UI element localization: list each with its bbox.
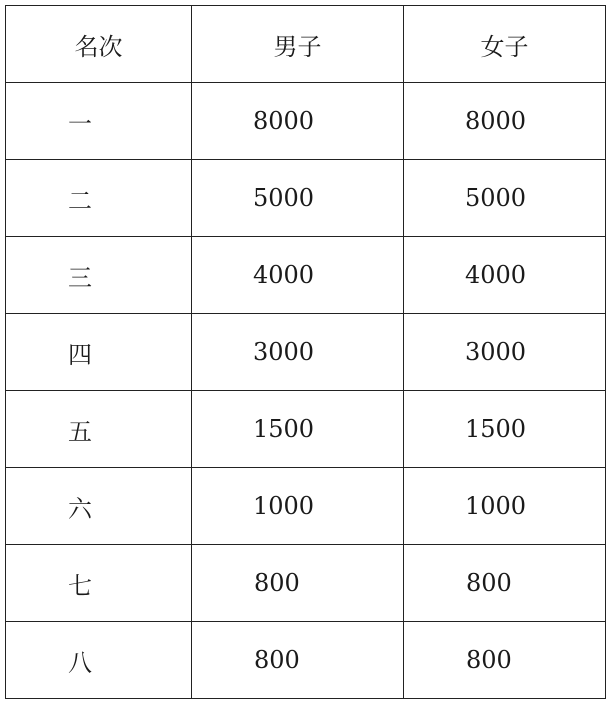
rank-cell: 七: [6, 545, 192, 622]
rank-cell: 三: [6, 237, 192, 314]
table-row: [6, 237, 606, 314]
table-row: [6, 468, 606, 545]
men-cell: 3000: [192, 314, 404, 391]
men-cell: 4000: [192, 237, 404, 314]
header-men: 男子: [192, 6, 404, 83]
rank-cell: 六: [6, 468, 192, 545]
header-rank: 名次: [6, 6, 192, 83]
table-row: [6, 314, 606, 391]
men-cell: 1500: [192, 391, 404, 468]
women-cell: 8000: [404, 83, 606, 160]
men-cell: 8000: [192, 83, 404, 160]
table-row: [6, 545, 606, 622]
prize-table: [5, 5, 606, 699]
women-cell: 5000: [404, 160, 606, 237]
rank-cell: 一: [6, 83, 192, 160]
men-cell: 800: [192, 545, 404, 622]
women-cell: 800: [404, 545, 606, 622]
prize-table-container: [5, 5, 605, 699]
table-row: [6, 160, 606, 237]
women-cell: 1500: [404, 391, 606, 468]
table-row: [6, 391, 606, 468]
women-cell: 3000: [404, 314, 606, 391]
rank-cell: 五: [6, 391, 192, 468]
header-women: 女子: [404, 6, 606, 83]
rank-cell: 四: [6, 314, 192, 391]
rank-cell: 二: [6, 160, 192, 237]
men-cell: 5000: [192, 160, 404, 237]
header-row: [6, 6, 606, 83]
table-row: [6, 622, 606, 699]
women-cell: 800: [404, 622, 606, 699]
men-cell: 800: [192, 622, 404, 699]
women-cell: 1000: [404, 468, 606, 545]
men-cell: 1000: [192, 468, 404, 545]
women-cell: 4000: [404, 237, 606, 314]
rank-cell: 八: [6, 622, 192, 699]
table-row: [6, 83, 606, 160]
